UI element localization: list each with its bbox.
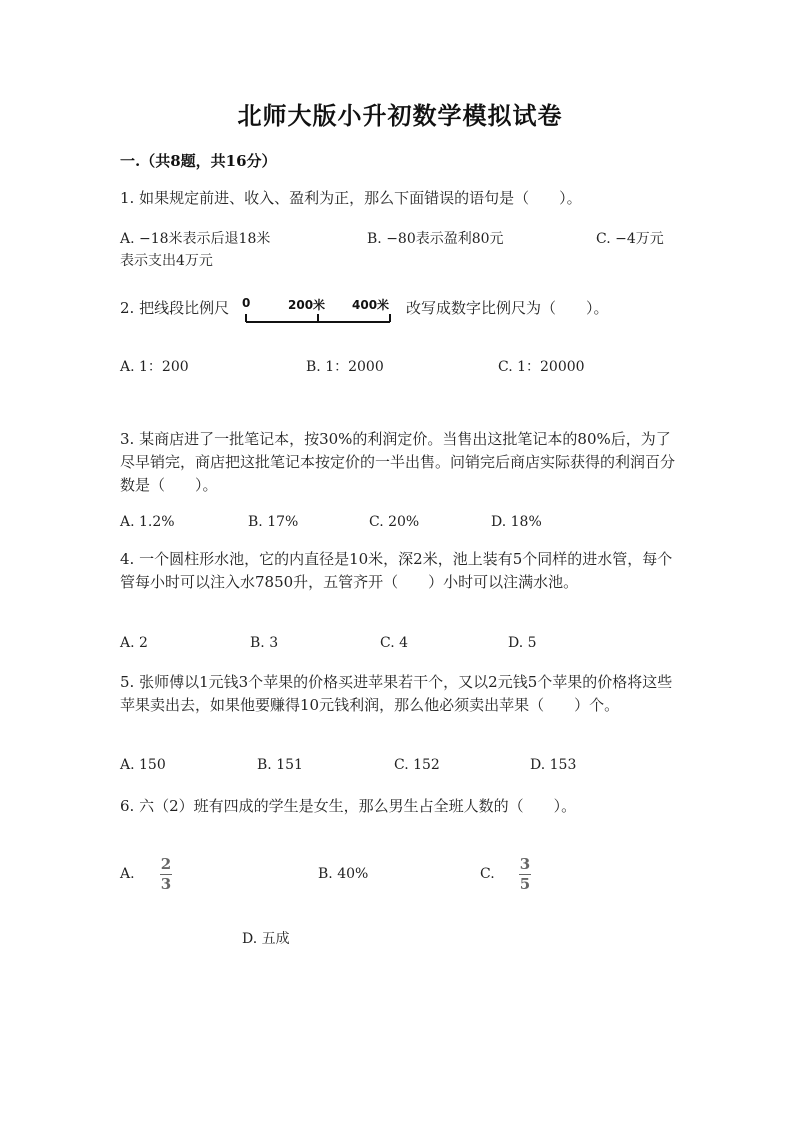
question-5-option-d[interactable]: D. 153: [530, 757, 577, 773]
question-3-stem: 3. 某商店进了一批笔记本，按30%的利润定价。当售出这批笔记本的80%后，为了尽早销完，商店把这批笔记本按定价的一半出售。问销完后商店实际获得的利润百分数是（ ）。: [120, 430, 676, 494]
question-2-option-b[interactable]: B. 1：2000: [306, 359, 384, 375]
question-5-option-b[interactable]: B. 151: [257, 757, 303, 773]
question-3-option-a[interactable]: A. 1.2%: [120, 514, 175, 530]
scale-label-400: 400米: [352, 298, 390, 312]
question-5-option-a[interactable]: A. 150: [120, 757, 166, 773]
page-title: 北师大版小升初数学模拟试卷: [237, 101, 563, 130]
question-6-option-c-label[interactable]: C.: [480, 866, 495, 882]
fraction-numerator: 2: [160, 855, 172, 873]
section-heading: 一.（共8题，共16分）: [120, 152, 277, 170]
question-6-option-c-fraction: [519, 856, 531, 893]
question-4-option-a[interactable]: A. 2: [120, 635, 148, 651]
question-6-option-a-label[interactable]: A.: [120, 866, 135, 882]
fraction-denominator: 3: [160, 875, 172, 893]
scale-label-0: 0: [242, 296, 251, 310]
question-6-stem: 6. 六（2）班有四成的学生是女生，那么男生占全班人数的（ ）。: [120, 797, 577, 815]
question-1-stem: 1. 如果规定前进、收入、盈利为正，那么下面错误的语句是（ ）。: [120, 189, 582, 207]
question-6-option-b[interactable]: B. 40%: [318, 866, 369, 882]
question-4-option-d[interactable]: D. 5: [508, 635, 537, 651]
fraction-denominator: 5: [519, 875, 531, 893]
question-1-option-a[interactable]: A. −18米表示后退18米: [120, 231, 271, 247]
question-5-stem: 5. 张师傅以1元钱3个苹果的价格买进苹果若干个，又以2元钱5个苹果的价格将这些苹果卖出去，如果他要赚得10元钱利润，那么他必须卖出苹果（ ）个。: [120, 673, 673, 714]
question-5-option-c[interactable]: C. 152: [394, 757, 440, 773]
question-4-option-b[interactable]: B. 3: [250, 635, 279, 651]
question-3-option-c[interactable]: C. 20%: [369, 514, 420, 530]
line-segment-scale: [238, 292, 398, 328]
question-4-stem: 4. 一个圆柱形水池，它的内直径是10米，深2米，池上装有5个同样的进水管，每个管每小时可以注入水7850升，五管齐开（ ）小时可以注满水池。: [120, 550, 673, 591]
scale-label-200: 200米: [288, 298, 326, 312]
question-1-option-c-continued: 表示支出4万元: [120, 253, 213, 269]
question-6-option-a-fraction: [160, 856, 172, 893]
fraction-numerator: 3: [519, 855, 531, 873]
question-2-option-c[interactable]: C. 1：20000: [498, 359, 585, 375]
question-4-option-c[interactable]: C. 4: [380, 635, 409, 651]
question-6-option-d[interactable]: D. 五成: [242, 931, 290, 947]
question-3-option-d[interactable]: D. 18%: [491, 514, 542, 530]
question-3-option-b[interactable]: B. 17%: [248, 514, 299, 530]
question-2-stem-end: 改写成数字比例尺为（ ）。: [406, 299, 609, 317]
question-1-option-b[interactable]: B. −80表示盈利80元: [367, 231, 504, 247]
question-2-option-a[interactable]: A. 1：200: [120, 359, 189, 375]
question-1-option-c[interactable]: C. −4万元: [596, 231, 664, 247]
question-2-stem-start: 2. 把线段比例尺: [120, 299, 230, 317]
scale-bar: [238, 312, 398, 326]
